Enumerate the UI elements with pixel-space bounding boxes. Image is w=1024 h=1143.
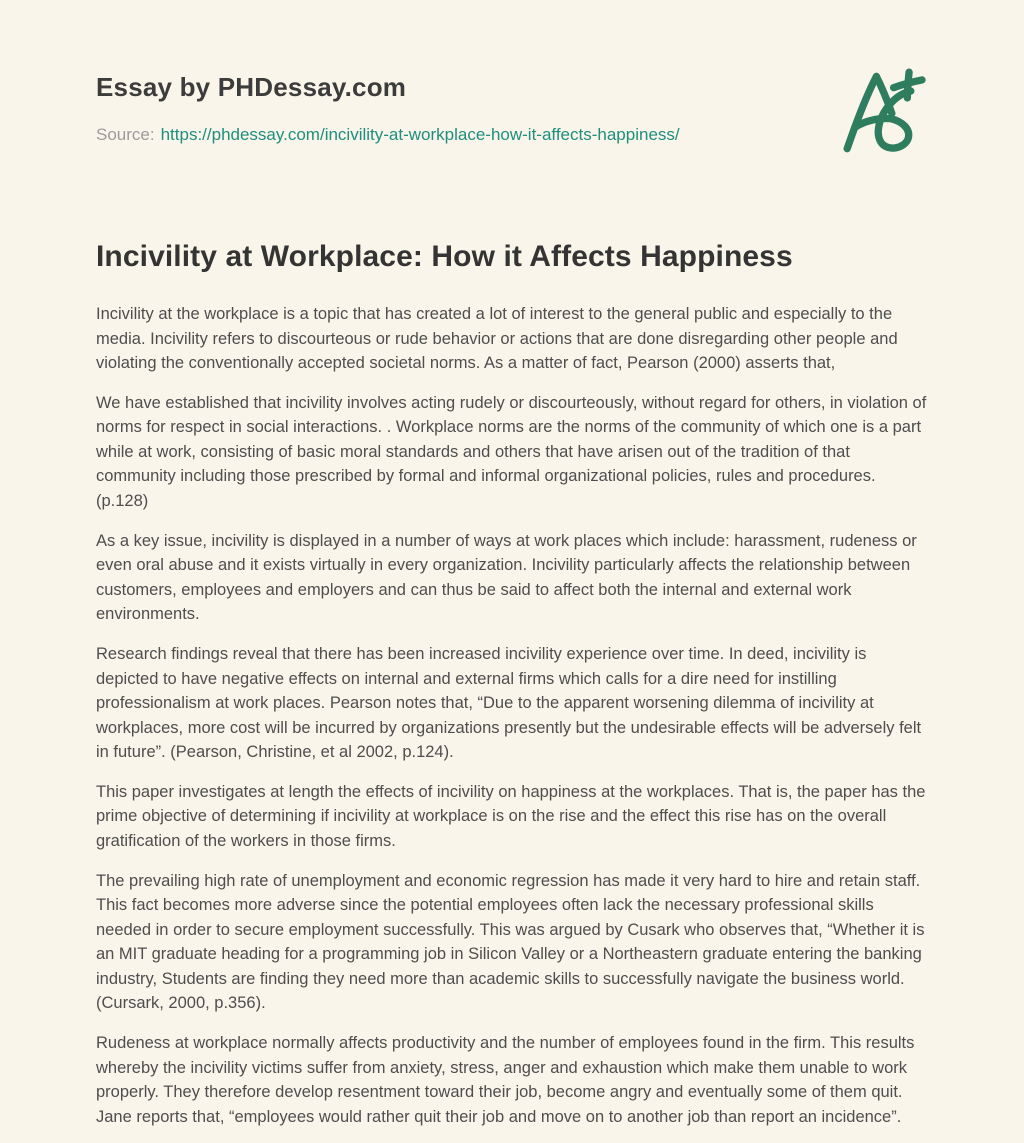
- essay-paragraph: As a key issue, incivility is displayed in a number of ways at work places which include: harassment, rudeness or even oral abuse and it exists virtually in every organization. Incivility particularly affects the relationship between customers, employees and employers and can thus be said to affect both the internal and external work environments.: [96, 531, 917, 624]
- essay-title: Incivility at Workplace: How it Affects Happiness: [96, 240, 793, 273]
- byline: Essay by PHDessay.com: [96, 72, 407, 102]
- essay-paragraph: This paper investigates at length the effects of incivility on happiness at the workplaces. That is, the paper has the prime objective of determining if incivility at workplace is on the rise and the effect this rise has on the overall gratification of the workers in those firms.: [96, 782, 926, 850]
- source-label: Source:: [96, 125, 155, 145]
- essay-paragraph: The prevailing high rate of unemployment and economic regression has made it very hard to hire and retain staff. This fact becomes more adverse since the potential employees often lack the necessary professional skills needed in order to secure employment successfully. This was argued by Cusark who observes that, “Whether it is an MIT graduate heading for a programming job in Silicon Valley or a Northeastern graduate entering the banking industry, Students are finding they need more than academic skills to successfully navigate the business world. (Cursark, 2000, p.356).: [96, 871, 925, 1013]
- header-text-block: [96, 72, 680, 146]
- essay-paragraph: Research findings reveal that there has been increased incivility experience over time. In deed, incivility is depicted to have negative effects on internal and external firms which calls for a dire need for instilling professionalism at work places. Pearson notes that, “Due to the apparent worsening dilemma of incivility at workplaces, more cost will be incurred by organizations presently but the undesirable effects will be adversely felt in future”. (Pearson, Christine, et al 2002, p.124).: [96, 644, 922, 762]
- page-header: [96, 72, 928, 161]
- source-row: [96, 124, 680, 146]
- source-link[interactable]: https://phdessay.com/incivility-at-workplace-how-it-affects-happiness/: [160, 125, 680, 145]
- essay-paragraph: Incivility at the workplace is a topic that has created a lot of interest to the general public and especially to the media. Incivility refers to discourteous or rude behavior or actions that are done disregarding other people and violating the conventionally accepted societal norms. As a matter of fact, Pearson (2000) asserts that,: [96, 305, 898, 373]
- essay-content: [96, 239, 928, 1129]
- essay-paragraph: We have established that incivility involves acting rudely or discourteously, without regard for others, in violation of norms for respect in social interactions. . Workplace norms are the norms of the community of which one is a part while at work, consisting of basic moral standards and others that have arisen out of the tradition of that community including those prescribed by formal and informal organizational policies, rules and procedures. (p.128): [96, 393, 927, 511]
- essay-body: [96, 302, 928, 1129]
- essay-paragraph: Rudeness at workplace normally affects productivity and the number of employees found in the firm. This results whereby the incivility victims suffer from anxiety, stress, anger and exhaustion which make them unable to work properly. They therefore develop resentment toward their job, become angry and eventually some of them quit. Jane reports that, “employees would rather quit their job and move on to another job than report an incidence”.: [96, 1034, 915, 1126]
- essay-page: [96, 0, 928, 1143]
- phdessay-a-plus-logo-icon: [842, 64, 928, 161]
